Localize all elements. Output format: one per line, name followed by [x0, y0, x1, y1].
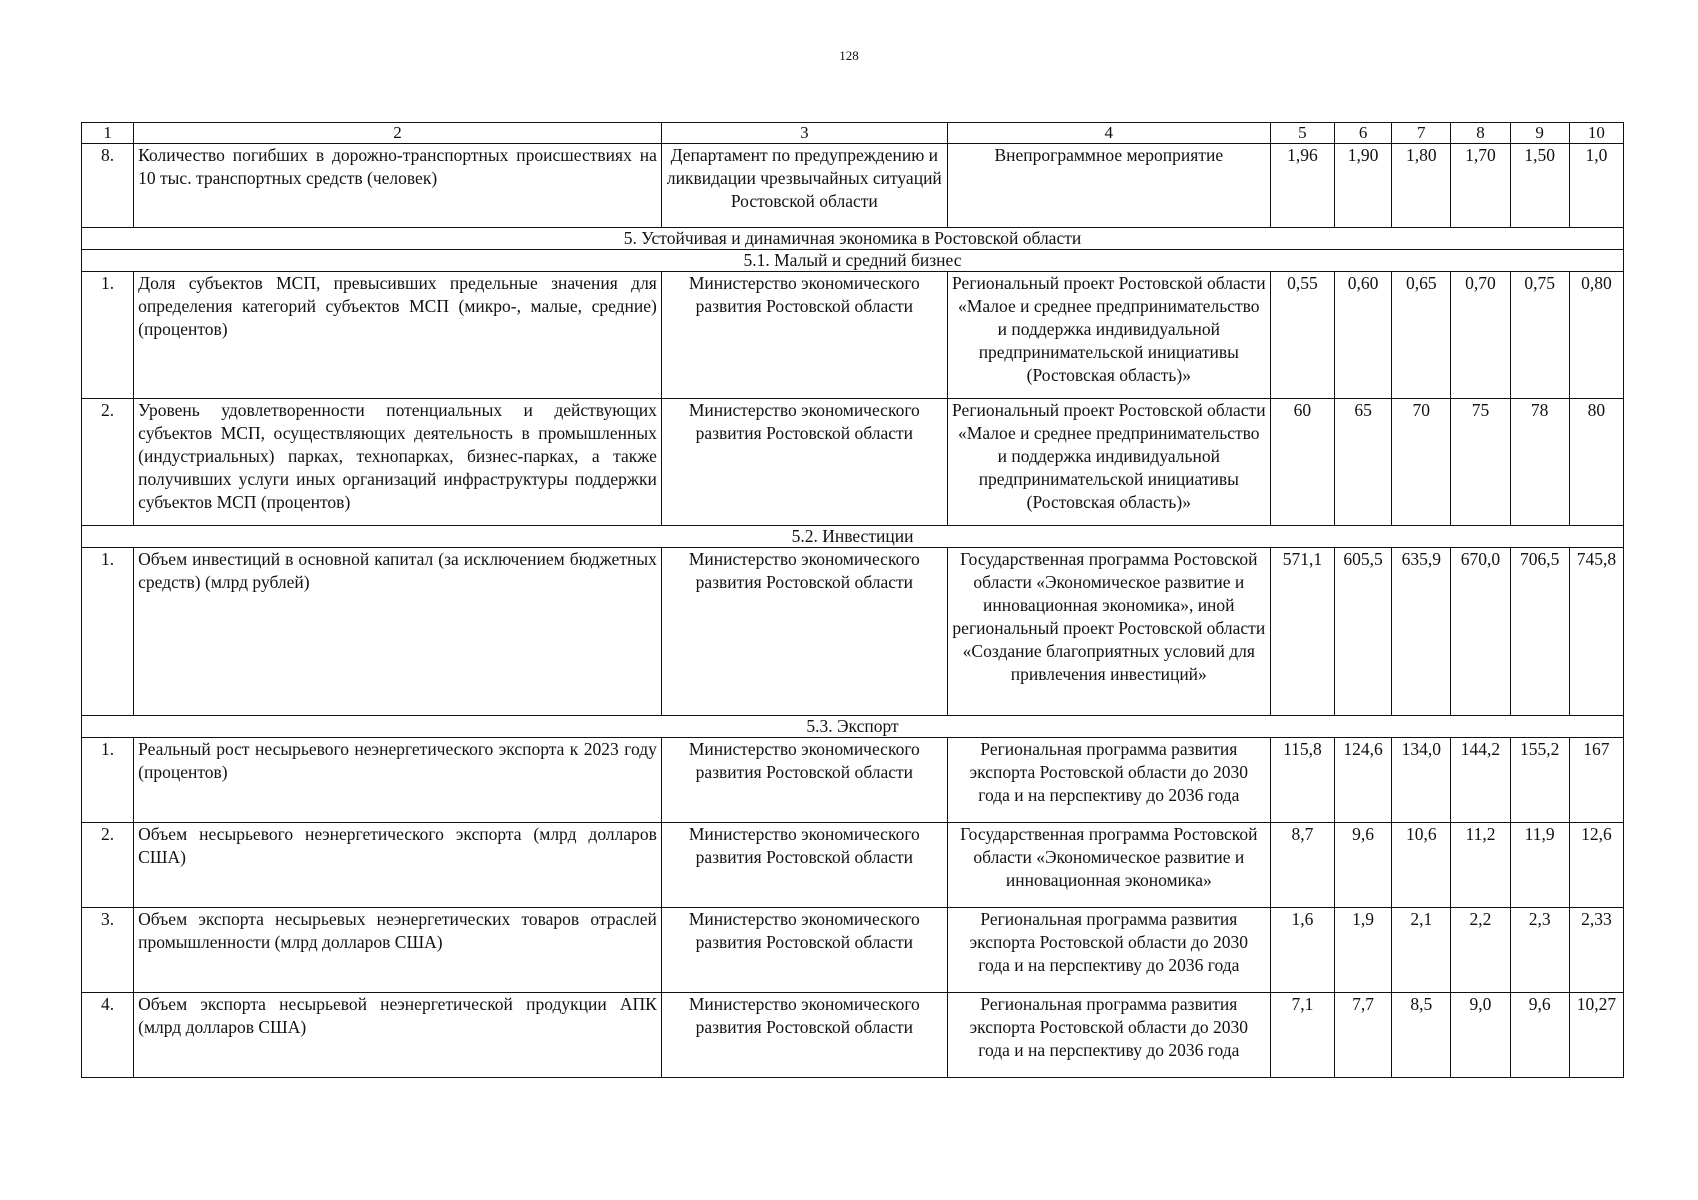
- program-name: Государственная программа Ростовской области «Экономическое развитие и инновационная экономика»: [947, 823, 1270, 908]
- indicator-value: 155,2: [1510, 738, 1569, 823]
- indicator-value: 0,70: [1451, 272, 1510, 399]
- indicator-value: 0,60: [1335, 272, 1392, 399]
- row-number: 1.: [82, 548, 134, 716]
- indicator-value: 124,6: [1335, 738, 1392, 823]
- program-name: Региональный проект Ростовской области «Малое и среднее предпринимательство и поддержка индивидуальной предпринимательской инициативы (Ростовская область)»: [947, 272, 1270, 399]
- row-number: 8.: [82, 144, 134, 228]
- responsible-department: Министерство экономического развития Ростовской области: [661, 399, 947, 526]
- indicator-name: Объем инвестиций в основной капитал (за исключением бюджетных средств) (млрд рублей): [134, 548, 662, 716]
- indicator-value: 115,8: [1270, 738, 1334, 823]
- indicator-name: Доля субъектов МСП, превысивших предельные значения для определения категорий субъектов МСП (микро-, малые, средние) (процентов): [134, 272, 662, 399]
- indicator-name: Уровень удовлетворенности потенциальных и действующих субъектов МСП, осуществляющих деятельность в промышленных (индустриальных) парках, технопарках, бизнес-парках, а также получивших услуги иных организаций инфраструктуры поддержки субъектов МСП (процентов): [134, 399, 662, 526]
- indicator-value: 0,65: [1392, 272, 1451, 399]
- indicator-value: 635,9: [1392, 548, 1451, 716]
- column-header: 7: [1392, 123, 1451, 144]
- indicator-value: 1,96: [1270, 144, 1334, 228]
- indicator-value: 745,8: [1569, 548, 1623, 716]
- column-header: 8: [1451, 123, 1510, 144]
- indicator-name: Объем экспорта несырьевой неэнергетической продукции АПК (млрд долларов США): [134, 993, 662, 1078]
- indicator-value: 9,6: [1510, 993, 1569, 1078]
- indicator-value: 706,5: [1510, 548, 1569, 716]
- program-name: Государственная программа Ростовской области «Экономическое развитие и инновационная экономика», иной региональный проект Ростовской области «Создание благоприятных условий для привлечения инвестиций»: [947, 548, 1270, 716]
- indicator-value: 78: [1510, 399, 1569, 526]
- indicator-value: 0,80: [1569, 272, 1623, 399]
- responsible-department: Министерство экономического развития Ростовской области: [661, 272, 947, 399]
- row-number: 2.: [82, 399, 134, 526]
- indicator-value: 1,70: [1451, 144, 1510, 228]
- program-name: Региональная программа развития экспорта Ростовской области до 2030 года и на перспективу до 2036 года: [947, 908, 1270, 993]
- indicator-value: 605,5: [1335, 548, 1392, 716]
- indicator-value: 9,6: [1335, 823, 1392, 908]
- row-number: 3.: [82, 908, 134, 993]
- row-number: 4.: [82, 993, 134, 1078]
- indicator-value: 571,1: [1270, 548, 1334, 716]
- indicator-value: 2,2: [1451, 908, 1510, 993]
- program-name: Внепрограммное мероприятие: [947, 144, 1270, 228]
- section-heading-row: [82, 526, 1624, 548]
- indicator-value: 7,1: [1270, 993, 1334, 1078]
- column-header: 3: [661, 123, 947, 144]
- column-header: 1: [82, 123, 134, 144]
- table-row: [82, 272, 1624, 399]
- indicator-name: Объем несырьевого неэнергетического экспорта (млрд долларов США): [134, 823, 662, 908]
- indicator-value: 70: [1392, 399, 1451, 526]
- indicator-value: 134,0: [1392, 738, 1451, 823]
- indicator-value: 1,90: [1335, 144, 1392, 228]
- indicator-value: 9,0: [1451, 993, 1510, 1078]
- table-row: [82, 144, 1624, 228]
- table-row: [82, 993, 1624, 1078]
- indicator-value: 8,5: [1392, 993, 1451, 1078]
- section-heading-row: [82, 228, 1624, 250]
- responsible-department: Министерство экономического развития Ростовской области: [661, 993, 947, 1078]
- indicator-value: 0,55: [1270, 272, 1334, 399]
- indicator-value: 1,6: [1270, 908, 1334, 993]
- responsible-department: Департамент по предупреждению и ликвидации чрезвычайных ситуаций Ростовской области: [661, 144, 947, 228]
- responsible-department: Министерство экономического развития Ростовской области: [661, 548, 947, 716]
- indicator-value: 10,6: [1392, 823, 1451, 908]
- page-number: 128: [839, 48, 859, 63]
- indicator-name: Объем экспорта несырьевых неэнергетических товаров отраслей промышленности (млрд долларов США): [134, 908, 662, 993]
- indicator-value: 0,75: [1510, 272, 1569, 399]
- section-title: 5.3. Экспорт: [82, 716, 1624, 738]
- table-row: [82, 738, 1624, 823]
- indicator-value: 670,0: [1451, 548, 1510, 716]
- indicator-value: 7,7: [1335, 993, 1392, 1078]
- indicator-value: 8,7: [1270, 823, 1334, 908]
- indicator-name: Количество погибших в дорожно-транспортных происшествиях на 10 тыс. транспортных средств (человек): [134, 144, 662, 228]
- indicator-value: 2,1: [1392, 908, 1451, 993]
- indicator-value: 65: [1335, 399, 1392, 526]
- indicator-value: 1,0: [1569, 144, 1623, 228]
- section-title: 5.2. Инвестиции: [82, 526, 1624, 548]
- table-row: [82, 823, 1624, 908]
- program-name: Региональная программа развития экспорта Ростовской области до 2030 года и на перспективу до 2036 года: [947, 993, 1270, 1078]
- table-row: [82, 548, 1624, 716]
- row-number: 2.: [82, 823, 134, 908]
- row-number: 1.: [82, 738, 134, 823]
- indicator-value: 10,27: [1569, 993, 1623, 1078]
- table-row: [82, 399, 1624, 526]
- indicator-value: 60: [1270, 399, 1334, 526]
- column-header: 6: [1335, 123, 1392, 144]
- column-header: 9: [1510, 123, 1569, 144]
- section-title: 5.1. Малый и средний бизнес: [82, 250, 1624, 272]
- row-number: 1.: [82, 272, 134, 399]
- indicator-value: 144,2: [1451, 738, 1510, 823]
- column-number-header-row: [82, 123, 1624, 144]
- indicator-value: 2,3: [1510, 908, 1569, 993]
- table-row: [82, 908, 1624, 993]
- column-header: 10: [1569, 123, 1623, 144]
- section-heading-row: [82, 250, 1624, 272]
- section-heading-row: [82, 716, 1624, 738]
- column-header: 5: [1270, 123, 1334, 144]
- program-name: Региональный проект Ростовской области «Малое и среднее предпринимательство и поддержка индивидуальной предпринимательской инициативы (Ростовская область)»: [947, 399, 1270, 526]
- program-name: Региональная программа развития экспорта Ростовской области до 2030 года и на перспективу до 2036 года: [947, 738, 1270, 823]
- column-header: 4: [947, 123, 1270, 144]
- indicator-value: 11,9: [1510, 823, 1569, 908]
- responsible-department: Министерство экономического развития Ростовской области: [661, 908, 947, 993]
- indicator-value: 11,2: [1451, 823, 1510, 908]
- indicator-value: 2,33: [1569, 908, 1623, 993]
- indicator-value: 167: [1569, 738, 1623, 823]
- indicator-value: 1,9: [1335, 908, 1392, 993]
- indicator-value: 80: [1569, 399, 1623, 526]
- column-header: 2: [134, 123, 662, 144]
- indicator-value: 75: [1451, 399, 1510, 526]
- indicator-name: Реальный рост несырьевого неэнергетического экспорта к 2023 году (процентов): [134, 738, 662, 823]
- table-body: [82, 123, 1624, 1078]
- indicator-value: 1,50: [1510, 144, 1569, 228]
- responsible-department: Министерство экономического развития Ростовской области: [661, 738, 947, 823]
- section-title: 5. Устойчивая и динамичная экономика в Ростовской области: [82, 228, 1624, 250]
- indicators-table: [81, 122, 1624, 1078]
- indicator-value: 12,6: [1569, 823, 1623, 908]
- indicator-value: 1,80: [1392, 144, 1451, 228]
- responsible-department: Министерство экономического развития Ростовской области: [661, 823, 947, 908]
